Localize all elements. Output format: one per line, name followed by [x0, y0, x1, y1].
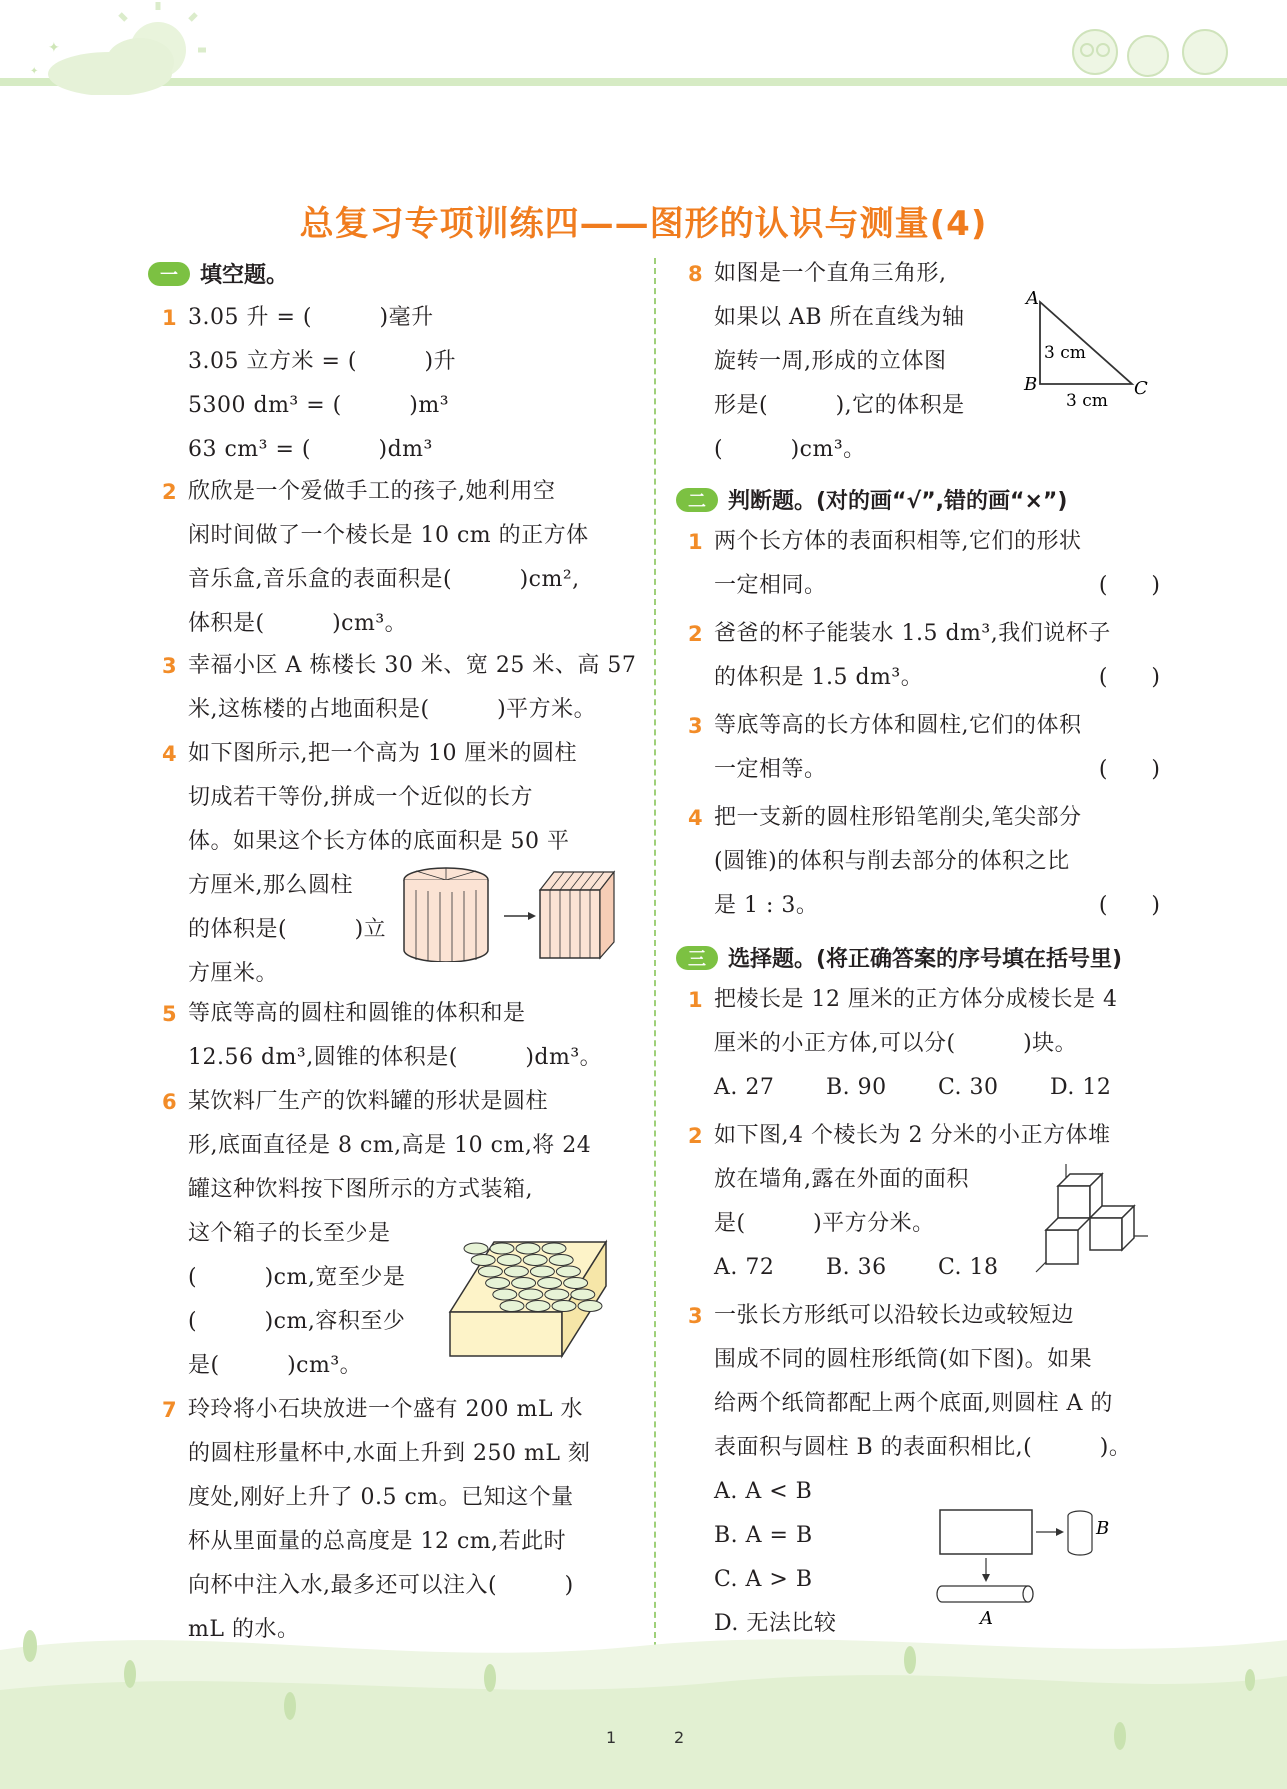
can-top — [564, 1278, 588, 1289]
can-top — [549, 1255, 573, 1266]
vertex-c-label: C — [1134, 378, 1148, 399]
vertex-a-label: A — [1026, 288, 1039, 309]
option-a[interactable]: A. 72 — [714, 1255, 775, 1280]
answer-paren[interactable]: ( ) — [1098, 893, 1160, 918]
question-line: 这个箱子的长至少是 — [188, 1221, 391, 1246]
question-line: 体积是( )cm³。 — [188, 611, 408, 636]
fill-question-5 — [162, 992, 603, 1080]
right-triangle-figure — [1020, 288, 1150, 408]
question-number: 6 — [162, 1090, 177, 1114]
question-line: ( )cm³。 — [714, 437, 866, 462]
judge-question-2 — [688, 612, 1160, 700]
question-line: 如下图,4 个棱长为 2 分米的小正方体堆 — [714, 1123, 1111, 1148]
question-number: 7 — [162, 1398, 177, 1422]
can-top — [490, 1243, 514, 1254]
question-line: 两个长方体的表面积相等,它们的形状 — [714, 529, 1082, 554]
option-a[interactable]: A. A < B — [714, 1479, 813, 1504]
section-title: 判断题。(对的画“√”,错的画“×”) — [728, 489, 1068, 514]
question-line: 方厘米。 — [188, 961, 279, 986]
option-d[interactable]: D. 12 — [1050, 1075, 1112, 1100]
question-line: 的体积是 1.5 dm³。 — [714, 665, 924, 690]
can-top — [542, 1243, 566, 1254]
question-line: 3.05 升 = ( )毫升 — [188, 305, 434, 330]
fill-question-8 — [688, 252, 965, 472]
options-row — [714, 1066, 1162, 1110]
question-line: 爸爸的杯子能装水 1.5 dm³,我们说杯子 — [714, 621, 1111, 646]
question-line: 米,这栋楼的占地面积是( )平方米。 — [188, 697, 597, 722]
can-top — [512, 1278, 536, 1289]
judge-question-1 — [688, 520, 1160, 608]
can-top — [486, 1278, 510, 1289]
question-number: 2 — [688, 622, 703, 646]
question-line: 表面积与圆柱 B 的表面积相比,( )。 — [714, 1435, 1132, 1460]
judge-question-4 — [688, 796, 1160, 928]
can-top — [578, 1301, 602, 1312]
can-top — [545, 1289, 569, 1300]
question-line: 体。如果这个长方体的底面积是 50 平 — [188, 829, 570, 854]
question-line: 如果以 AB 所在直线为轴 — [714, 305, 965, 330]
can-box-figure — [446, 1232, 612, 1362]
question-line: 的体积是( )立 — [188, 917, 387, 942]
question-number: 3 — [162, 654, 177, 678]
question-line: 一定相同。 — [714, 573, 827, 598]
question-line: 如下图所示,把一个高为 10 厘米的圆柱 — [188, 741, 577, 766]
can-top — [500, 1301, 524, 1312]
animal-mascots-icon — [1073, 30, 1227, 76]
question-line: 等底等高的长方体和圆柱,它们的体积 — [714, 713, 1082, 738]
fill-question-3 — [162, 644, 637, 732]
question-number: 5 — [162, 1002, 177, 1026]
section-badge: 一 — [148, 262, 190, 286]
question-line: 旋转一周,形成的立体图 — [714, 349, 947, 374]
question-line: ( )cm,宽至少是 — [188, 1265, 406, 1290]
question-line: 放在墙角,露在外面的面积 — [714, 1167, 969, 1192]
question-number: 1 — [688, 530, 703, 554]
option-c[interactable]: C. A > B — [714, 1567, 813, 1592]
section-judge — [676, 484, 1067, 515]
question-line: 是( )平方分米。 — [714, 1211, 935, 1236]
question-number: 3 — [688, 1304, 703, 1328]
question-line: 音乐盒,音乐盒的表面积是( )cm², — [188, 567, 580, 592]
question-line: 的圆柱形量杯中,水面上升到 250 mL 刻 — [188, 1441, 591, 1466]
option-d[interactable]: D. 无法比较 — [714, 1611, 837, 1636]
option-c[interactable]: C. 30 — [938, 1075, 999, 1100]
option-c[interactable]: C. 18 — [938, 1255, 999, 1280]
question-number: 1 — [688, 988, 703, 1012]
question-line: 63 cm³ = ( )dm³ — [188, 437, 433, 462]
cylinder-b-label: B — [1096, 1518, 1110, 1539]
question-line: 12.56 dm³,圆锥的体积是( )dm³。 — [188, 1045, 603, 1070]
question-line: 如图是一个直角三角形, — [714, 261, 947, 286]
question-line: 围成不同的圆柱形纸筒(如下图)。如果 — [714, 1347, 1093, 1372]
can-top — [464, 1243, 488, 1254]
question-number: 3 — [688, 714, 703, 738]
answer-paren[interactable]: ( ) — [1098, 573, 1160, 598]
answer-paren[interactable]: ( ) — [1098, 757, 1160, 782]
cylinder-a-label: A — [980, 1608, 993, 1629]
can-top — [504, 1266, 528, 1277]
answer-paren[interactable]: ( ) — [1098, 665, 1160, 690]
can-top — [516, 1243, 540, 1254]
question-line: 切成若干等份,拼成一个近似的长方 — [188, 785, 533, 810]
question-number: 8 — [688, 262, 703, 286]
section-fill-blank — [148, 258, 288, 289]
question-line: 玲玲将小石块放进一个盛有 200 mL 水 — [188, 1397, 583, 1422]
section-choice — [676, 942, 1122, 973]
judge-question-3 — [688, 704, 1160, 792]
choice-question-1 — [688, 978, 1162, 1110]
question-line: ( )cm,容积至少 — [188, 1309, 406, 1334]
option-b[interactable]: B. A = B — [714, 1523, 813, 1548]
question-line: 是( )cm³。 — [188, 1353, 363, 1378]
can-top — [497, 1255, 521, 1266]
can-top — [526, 1301, 550, 1312]
cylinder-to-cuboid-figure — [400, 866, 632, 962]
can-top — [523, 1255, 547, 1266]
question-line: 闲时间做了一个棱长是 10 cm 的正方体 — [188, 523, 589, 548]
question-line: 把一支新的圆柱形铅笔削尖,笔尖部分 — [714, 805, 1082, 830]
question-line: 厘米的小正方体,可以分( )块。 — [714, 1031, 1078, 1056]
option-b[interactable]: B. 36 — [826, 1255, 887, 1280]
question-line: 欣欣是一个爱做手工的孩子,她利用空 — [188, 479, 556, 504]
question-line: (圆锥)的体积与削去部分的体积之比 — [714, 849, 1070, 874]
can-top — [552, 1301, 576, 1312]
can-top — [478, 1266, 502, 1277]
svg-text:✦: ✦ — [30, 66, 39, 77]
question-line: 给两个纸筒都配上两个底面,则圆柱 A 的 — [714, 1391, 1113, 1416]
footer-landscape — [0, 1610, 1287, 1789]
question-line: 5300 dm³ = ( )m³ — [188, 393, 450, 418]
question-line: mL 的水。 — [188, 1617, 300, 1642]
question-line: 3.05 立方米 = ( )升 — [188, 349, 457, 374]
can-top — [493, 1289, 517, 1300]
page-title: 总复习专项训练四——图形的认识与测量(4) — [299, 204, 988, 244]
question-number: 2 — [162, 480, 177, 504]
question-number: 4 — [162, 742, 177, 766]
side-ab-label: 3 cm — [1044, 343, 1086, 363]
question-line: 把棱长是 12 厘米的正方体分成棱长是 4 — [714, 987, 1118, 1012]
question-line: 形是( ),它的体积是 — [714, 393, 965, 418]
can-top — [538, 1278, 562, 1289]
question-line: 形,底面直径是 8 cm,高是 10 cm,将 24 — [188, 1133, 592, 1158]
header-decoration — [0, 0, 1287, 95]
vertex-b-label: B — [1024, 374, 1038, 395]
column-divider — [654, 258, 656, 1648]
section-badge: 三 — [676, 946, 718, 970]
can-top — [556, 1266, 580, 1277]
option-b[interactable]: B. 90 — [826, 1075, 887, 1100]
question-line: 等底等高的圆柱和圆锥的体积和是 — [188, 1001, 526, 1026]
question-line: 幸福小区 A 栋楼长 30 米、宽 25 米、高 57 — [188, 653, 637, 678]
question-line: 罐这种饮料按下图所示的方式装箱, — [188, 1177, 533, 1202]
stacked-cubes-figure — [1030, 1160, 1150, 1280]
can-top — [571, 1289, 595, 1300]
fill-question-1 — [162, 296, 457, 472]
question-line: 向杯中注入水,最多还可以注入( ) — [188, 1573, 574, 1598]
page-number-left: 1 — [606, 1728, 617, 1747]
question-line: 一定相等。 — [714, 757, 827, 782]
svg-text:✦: ✦ — [48, 40, 60, 56]
question-line: 方厘米,那么圆柱 — [188, 873, 353, 898]
can-top — [471, 1255, 495, 1266]
option-a[interactable]: A. 27 — [714, 1075, 775, 1100]
question-number: 1 — [162, 306, 177, 330]
question-number: 2 — [688, 1124, 703, 1148]
question-line: 一张长方形纸可以沿较长边或较短边 — [714, 1303, 1075, 1328]
page-number-right: 2 — [674, 1728, 685, 1747]
question-line: 度处,刚好上升了 0.5 cm。已知这个量 — [188, 1485, 574, 1510]
can-top — [530, 1266, 554, 1277]
section-badge: 二 — [676, 488, 718, 512]
question-line: 某饮料厂生产的饮料罐的形状是圆柱 — [188, 1089, 549, 1114]
section-title: 填空题。 — [200, 263, 289, 288]
question-line: 是 1 : 3。 — [714, 893, 819, 918]
can-top — [519, 1289, 543, 1300]
side-bc-label: 3 cm — [1066, 391, 1108, 408]
question-number: 4 — [688, 806, 703, 830]
fill-question-2 — [162, 470, 589, 646]
question-line: 杯从里面量的总高度是 12 cm,若此时 — [188, 1529, 567, 1554]
section-title: 选择题。(将正确答案的序号填在括号里) — [728, 947, 1123, 972]
